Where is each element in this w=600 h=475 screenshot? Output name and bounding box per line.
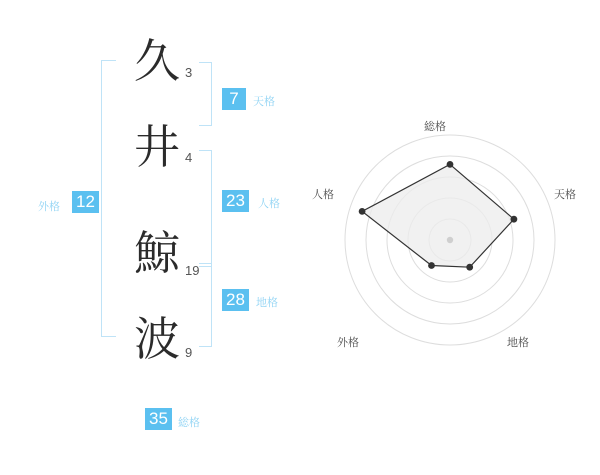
radar-data-point bbox=[511, 216, 518, 223]
axis-label-gaikaku: 外格 bbox=[337, 337, 359, 349]
axis-label-chikaku: 地格 bbox=[507, 337, 529, 349]
radar-chart bbox=[300, 0, 600, 470]
kaku-label-tenkaku: 天格 bbox=[253, 96, 275, 108]
kaku-label-gaikaku: 外格 bbox=[38, 201, 60, 213]
name-char-1-strokes: 3 bbox=[185, 65, 193, 80]
name-char-3: 鯨 bbox=[134, 226, 180, 280]
name-char-2: 井 bbox=[134, 120, 180, 174]
axis-label-soukaku: 総格 bbox=[424, 121, 446, 133]
radar-data-point bbox=[428, 262, 435, 269]
radar-chart-panel bbox=[300, 0, 600, 470]
radar-data-polygon bbox=[362, 164, 514, 267]
kaku-value-tenkaku: 7 bbox=[222, 88, 246, 110]
outer-kaku-bracket bbox=[101, 60, 116, 337]
kaku-label-jinkaku: 人格 bbox=[258, 198, 280, 210]
name-kaku-panel bbox=[0, 0, 300, 470]
kaku-label-chikaku: 地格 bbox=[256, 297, 278, 309]
name-char-3-strokes: 19 bbox=[185, 263, 200, 278]
name-char-1: 久 bbox=[134, 34, 180, 88]
kaku-label-soukaku: 総格 bbox=[178, 417, 200, 429]
radar-data-point bbox=[466, 264, 473, 271]
kaku-value-jinkaku: 23 bbox=[222, 190, 249, 212]
chikaku-bracket bbox=[199, 263, 212, 347]
axis-label-jinkaku: 人格 bbox=[312, 189, 334, 201]
radar-center-dot bbox=[447, 237, 453, 243]
jinkaku-bracket bbox=[199, 150, 212, 267]
kaku-value-soukaku: 35 bbox=[145, 408, 172, 430]
axis-label-tenkaku: 天格 bbox=[554, 189, 576, 201]
radar-data-point bbox=[447, 161, 454, 168]
name-char-4-strokes: 9 bbox=[185, 345, 193, 360]
kaku-value-gaikaku: 12 bbox=[72, 191, 99, 213]
tenkaku-bracket bbox=[199, 62, 212, 126]
radar-data-point bbox=[359, 208, 366, 215]
name-char-2-strokes: 4 bbox=[185, 150, 193, 165]
kaku-value-chikaku: 28 bbox=[222, 289, 249, 311]
name-char-4: 波 bbox=[134, 312, 180, 366]
